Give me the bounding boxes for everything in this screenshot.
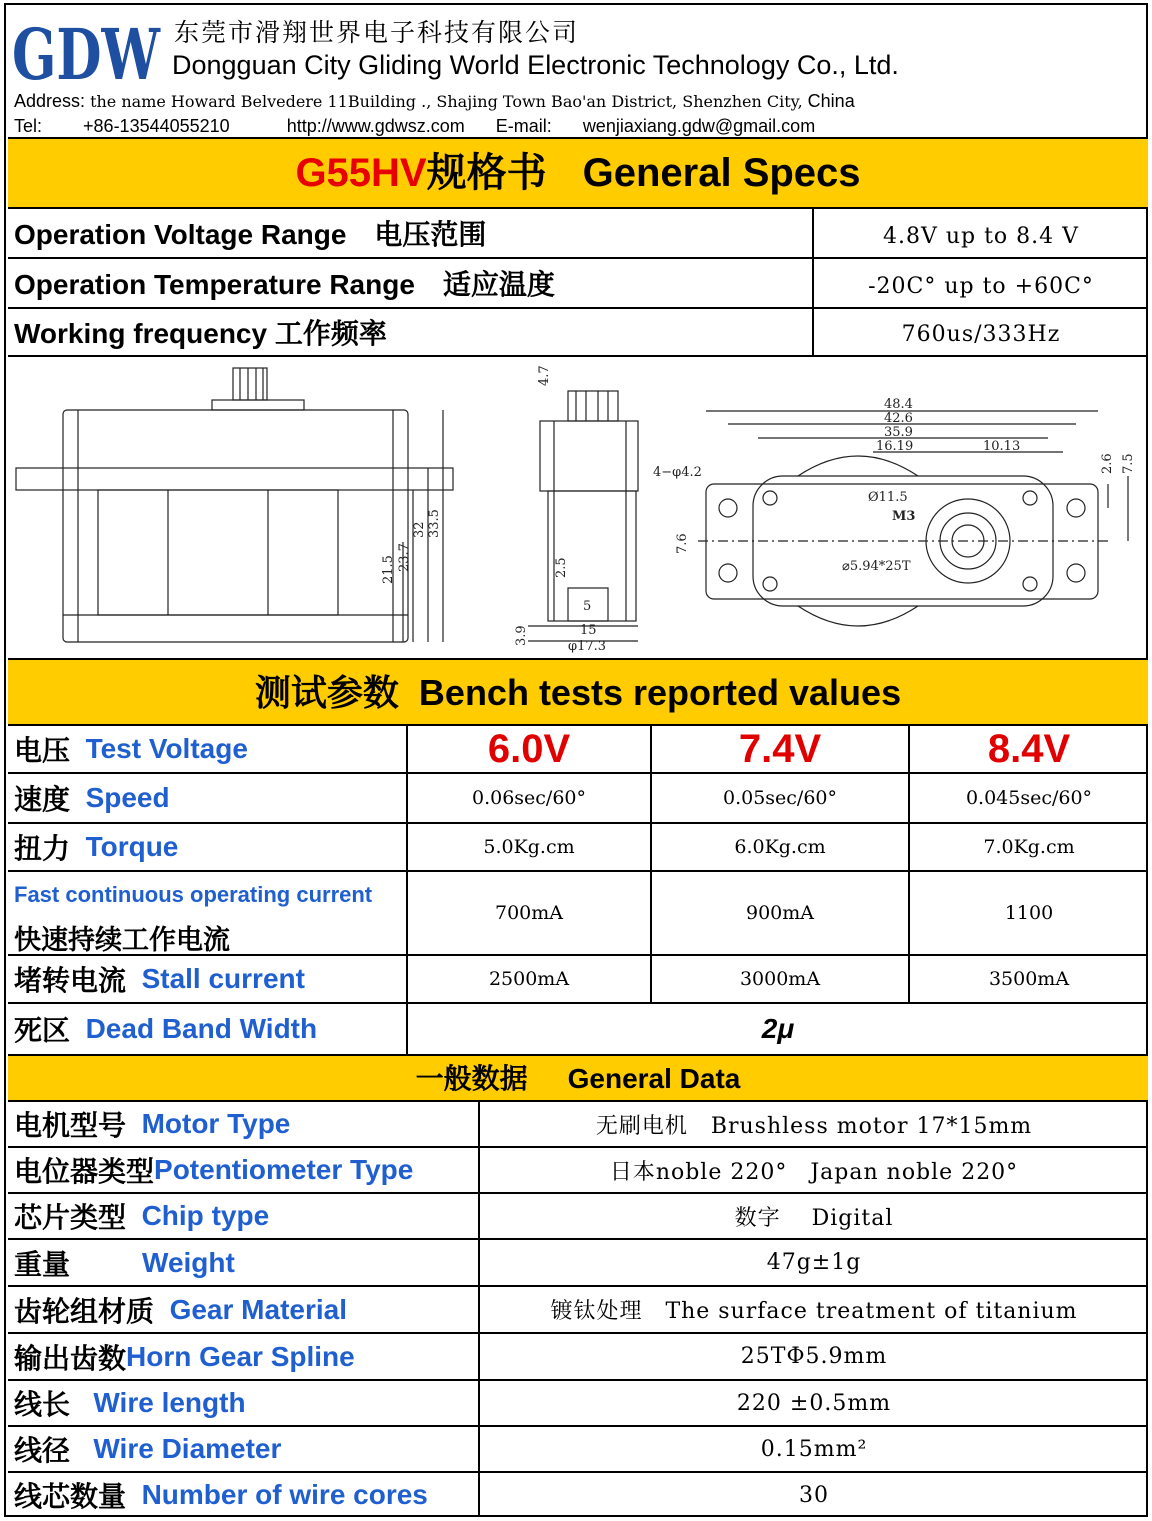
data-row-horn-spline [8,1334,1148,1381]
dim-3-9: 3.9 [514,625,529,646]
email-label: E-mail: [495,116,552,136]
label-en: Wire length [93,1387,246,1418]
company-name-en: Dongguan City Gliding World Electronic Technology Co., Ltd. [172,50,899,80]
spec-label: Operation Voltage Range 电压范围 [14,219,487,250]
tel-label: Tel: [14,116,43,136]
data-value: 镀钛处理 The surface treatment of titanium [478,1287,1148,1332]
bench-title-cn: 测试参数 [254,672,399,713]
spec-row-frequency [8,309,1148,357]
label-en: Dead Band Width [85,1013,318,1044]
label-cn: 速度 [14,784,71,815]
bench-label [14,1004,317,1054]
label-cn: 死区 [14,1015,71,1046]
label-cn: 电压 [14,735,71,766]
dim-5: 5 [583,599,592,614]
label-en: Wire Diameter [93,1433,282,1464]
general-data-title-cn: 一般数据 [415,1063,528,1094]
label-en [14,882,372,908]
dim-35-9: 35.9 [884,425,913,440]
data-label [14,1427,281,1471]
dim-23-7: 23.7 [397,543,412,572]
data-value: 日本noble 220° Japan noble 220° [478,1148,1148,1192]
label-cn: 电位器类型 [14,1156,155,1187]
speed-8-4v: 0.045sec/60° [908,774,1148,822]
title-cn: 规格书 [426,151,547,195]
label-cn: 齿轮组材质 [14,1295,155,1327]
data-value: 47g±1g [478,1240,1148,1285]
stall-current-7-4v: 3000mA [650,956,908,1002]
spec-value: 4.8V up to 8.4 V [812,209,1148,257]
data-row-potentiometer [8,1148,1148,1194]
speed-7-4v: 0.05sec/60° [650,774,908,822]
dim-33-5: 33.5 [427,509,442,538]
label-en: Motor Type [141,1108,291,1139]
label-en: Torque [85,831,179,862]
data-value: 无刷电机 Brushless motor 17*15mm [478,1102,1148,1146]
dead-band-value: 2μ [406,1004,1148,1054]
general-data-title-band [8,1054,1148,1102]
spec-value: 760us/333Hz [812,309,1148,355]
dim-32: 32 [412,521,427,538]
bench-row-dead-band [8,1004,1148,1054]
data-label [14,1381,246,1425]
data-value: 数字 Digital [478,1194,1148,1238]
label-en: Weight [142,1246,235,1278]
continuous-current-6v: 700mA [406,872,650,954]
label-cn: 重量 [14,1248,71,1280]
svg-text:GDW: GDW [12,13,162,96]
title-en: General Specs [582,151,861,195]
dim-phi-11-5: Ø11.5 [868,490,908,505]
address-country: China [807,91,855,111]
data-row-weight [8,1240,1148,1287]
data-label [14,1194,269,1238]
bench-label [14,774,170,822]
bench-row-voltage [8,726,1148,774]
torque-8-4v: 7.0Kg.cm [908,824,1148,870]
side-view [16,368,453,642]
data-label [14,1473,428,1517]
data-label [14,1334,355,1379]
bench-row-speed [8,774,1148,824]
data-value: 220 ±0.5mm [478,1381,1148,1425]
label-cn: 快速持续工作电流 [14,925,230,955]
address-line [14,91,855,112]
dim-7-5: 7.5 [1121,453,1136,474]
bench-title-en: Bench tests reported values [418,672,902,713]
stall-current-8-4v: 3500mA [908,956,1148,1002]
general-specs-title-band [8,137,1148,209]
tel [14,116,256,136]
continuous-current-8-4v: 1100 [908,872,1148,954]
dim-7-6: 7.6 [675,533,690,554]
spec-label: Working frequency 工作频率 [14,318,387,349]
dim-10-13: 10.13 [983,439,1021,454]
data-row-motor-type [8,1102,1148,1148]
address-text: the name Howard Belvedere 11Building ., Shajing Town Bao'an District, Shenzhen City, [90,92,803,111]
label-en: Number of wire cores [141,1479,428,1510]
email-link[interactable]: wenjiaxiang.gdw@gmail.com [582,116,816,136]
spec-row-temperature [8,259,1148,309]
data-row-chip-type [8,1194,1148,1240]
bench-label [14,956,305,1002]
dim-4-phi-4-2: 4−φ4.2 [653,465,702,480]
dim-2-5: 2.5 [554,557,569,578]
servo-dimension-drawing [8,356,1148,656]
spec-value: -20C° up to +60C° [812,259,1148,307]
label-cn: 芯片类型 [14,1202,127,1233]
bench-tests-title-band [8,658,1148,726]
dim-2-6: 2.6 [1100,453,1115,474]
bench-label [14,726,248,772]
label-cn: 扭力 [14,833,71,864]
voltage-8-4v: 8.4V [908,726,1148,772]
data-value: 30 [478,1473,1148,1517]
email [496,116,841,136]
dim-phi-17-3: φ17.3 [568,639,607,654]
dim-48-4: 48.4 [884,397,913,412]
data-label [14,1287,347,1332]
label-en: Horn Gear Spline [126,1340,355,1372]
website-link[interactable]: http://www.gdwsz.com [286,116,465,136]
address-label: Address: [14,91,86,111]
label-en: Chip type [141,1200,270,1231]
bench-label [14,824,178,870]
end-view-dims [514,365,606,654]
stall-current-6v: 2500mA [406,956,650,1002]
data-label [14,1102,290,1146]
label-en: Gear Material [169,1293,347,1325]
side-view-dims [381,509,442,584]
company-name-cn: 东莞市滑翔世界电子科技有限公司 [174,18,580,47]
label-cn: 电机型号 [14,1110,127,1141]
label-cn: 线长 [14,1389,71,1420]
torque-7-4v: 6.0Kg.cm [650,824,908,870]
dim-16-19: 16.19 [876,439,914,454]
data-row-gear-material [8,1287,1148,1334]
speed-6v: 0.06sec/60° [406,774,650,822]
continuous-current-7-4v: 900mA [650,872,908,954]
data-row-wire-cores [8,1473,1148,1517]
data-value: 25TΦ5.9mm [478,1334,1148,1379]
bench-row-continuous-current [8,872,1148,956]
voltage-6v: 6.0V [406,726,650,772]
label-cn: 线径 [14,1435,71,1466]
dim-m3: M3 [892,509,916,524]
data-label [14,1148,413,1192]
bench-row-torque [8,824,1148,872]
dim-15: 15 [580,623,597,638]
label-en: Test Voltage [85,733,248,764]
general-data-title-en: General Data [567,1063,741,1094]
label-cn: 输出齿数 [14,1342,127,1374]
model-name: G55HV [295,151,427,195]
data-row-wire-diameter [8,1427,1148,1473]
spec-label: Operation Temperature Range 适应温度 [14,269,555,300]
continuous-current-en: Fast continuous operating current [14,882,373,907]
label-cn: 堵转电流 [14,965,127,996]
data-row-wire-length [8,1381,1148,1427]
label-en: Stall current [141,963,305,994]
dim-21-5: 21.5 [381,555,396,584]
label-cn: 线芯数量 [14,1481,127,1512]
spec-row-voltage [8,209,1148,259]
data-label [14,1240,235,1285]
label-en: Speed [85,782,170,813]
tel-number: +86-13544055210 [83,116,230,136]
gdw-logo [12,13,162,96]
bench-row-stall-current [8,956,1148,1004]
torque-6v: 5.0Kg.cm [406,824,650,870]
dim-spline: ⌀5.94*25T [842,559,911,574]
dim-42-6: 42.6 [884,411,913,426]
contact-line [14,116,867,137]
dim-4-7: 4.7 [537,365,552,386]
voltage-7-4v: 7.4V [650,726,908,772]
spec-sheet [4,3,1148,1517]
label-en: Potentiometer Type [154,1154,414,1185]
data-value: 0.15mm² [478,1427,1148,1471]
